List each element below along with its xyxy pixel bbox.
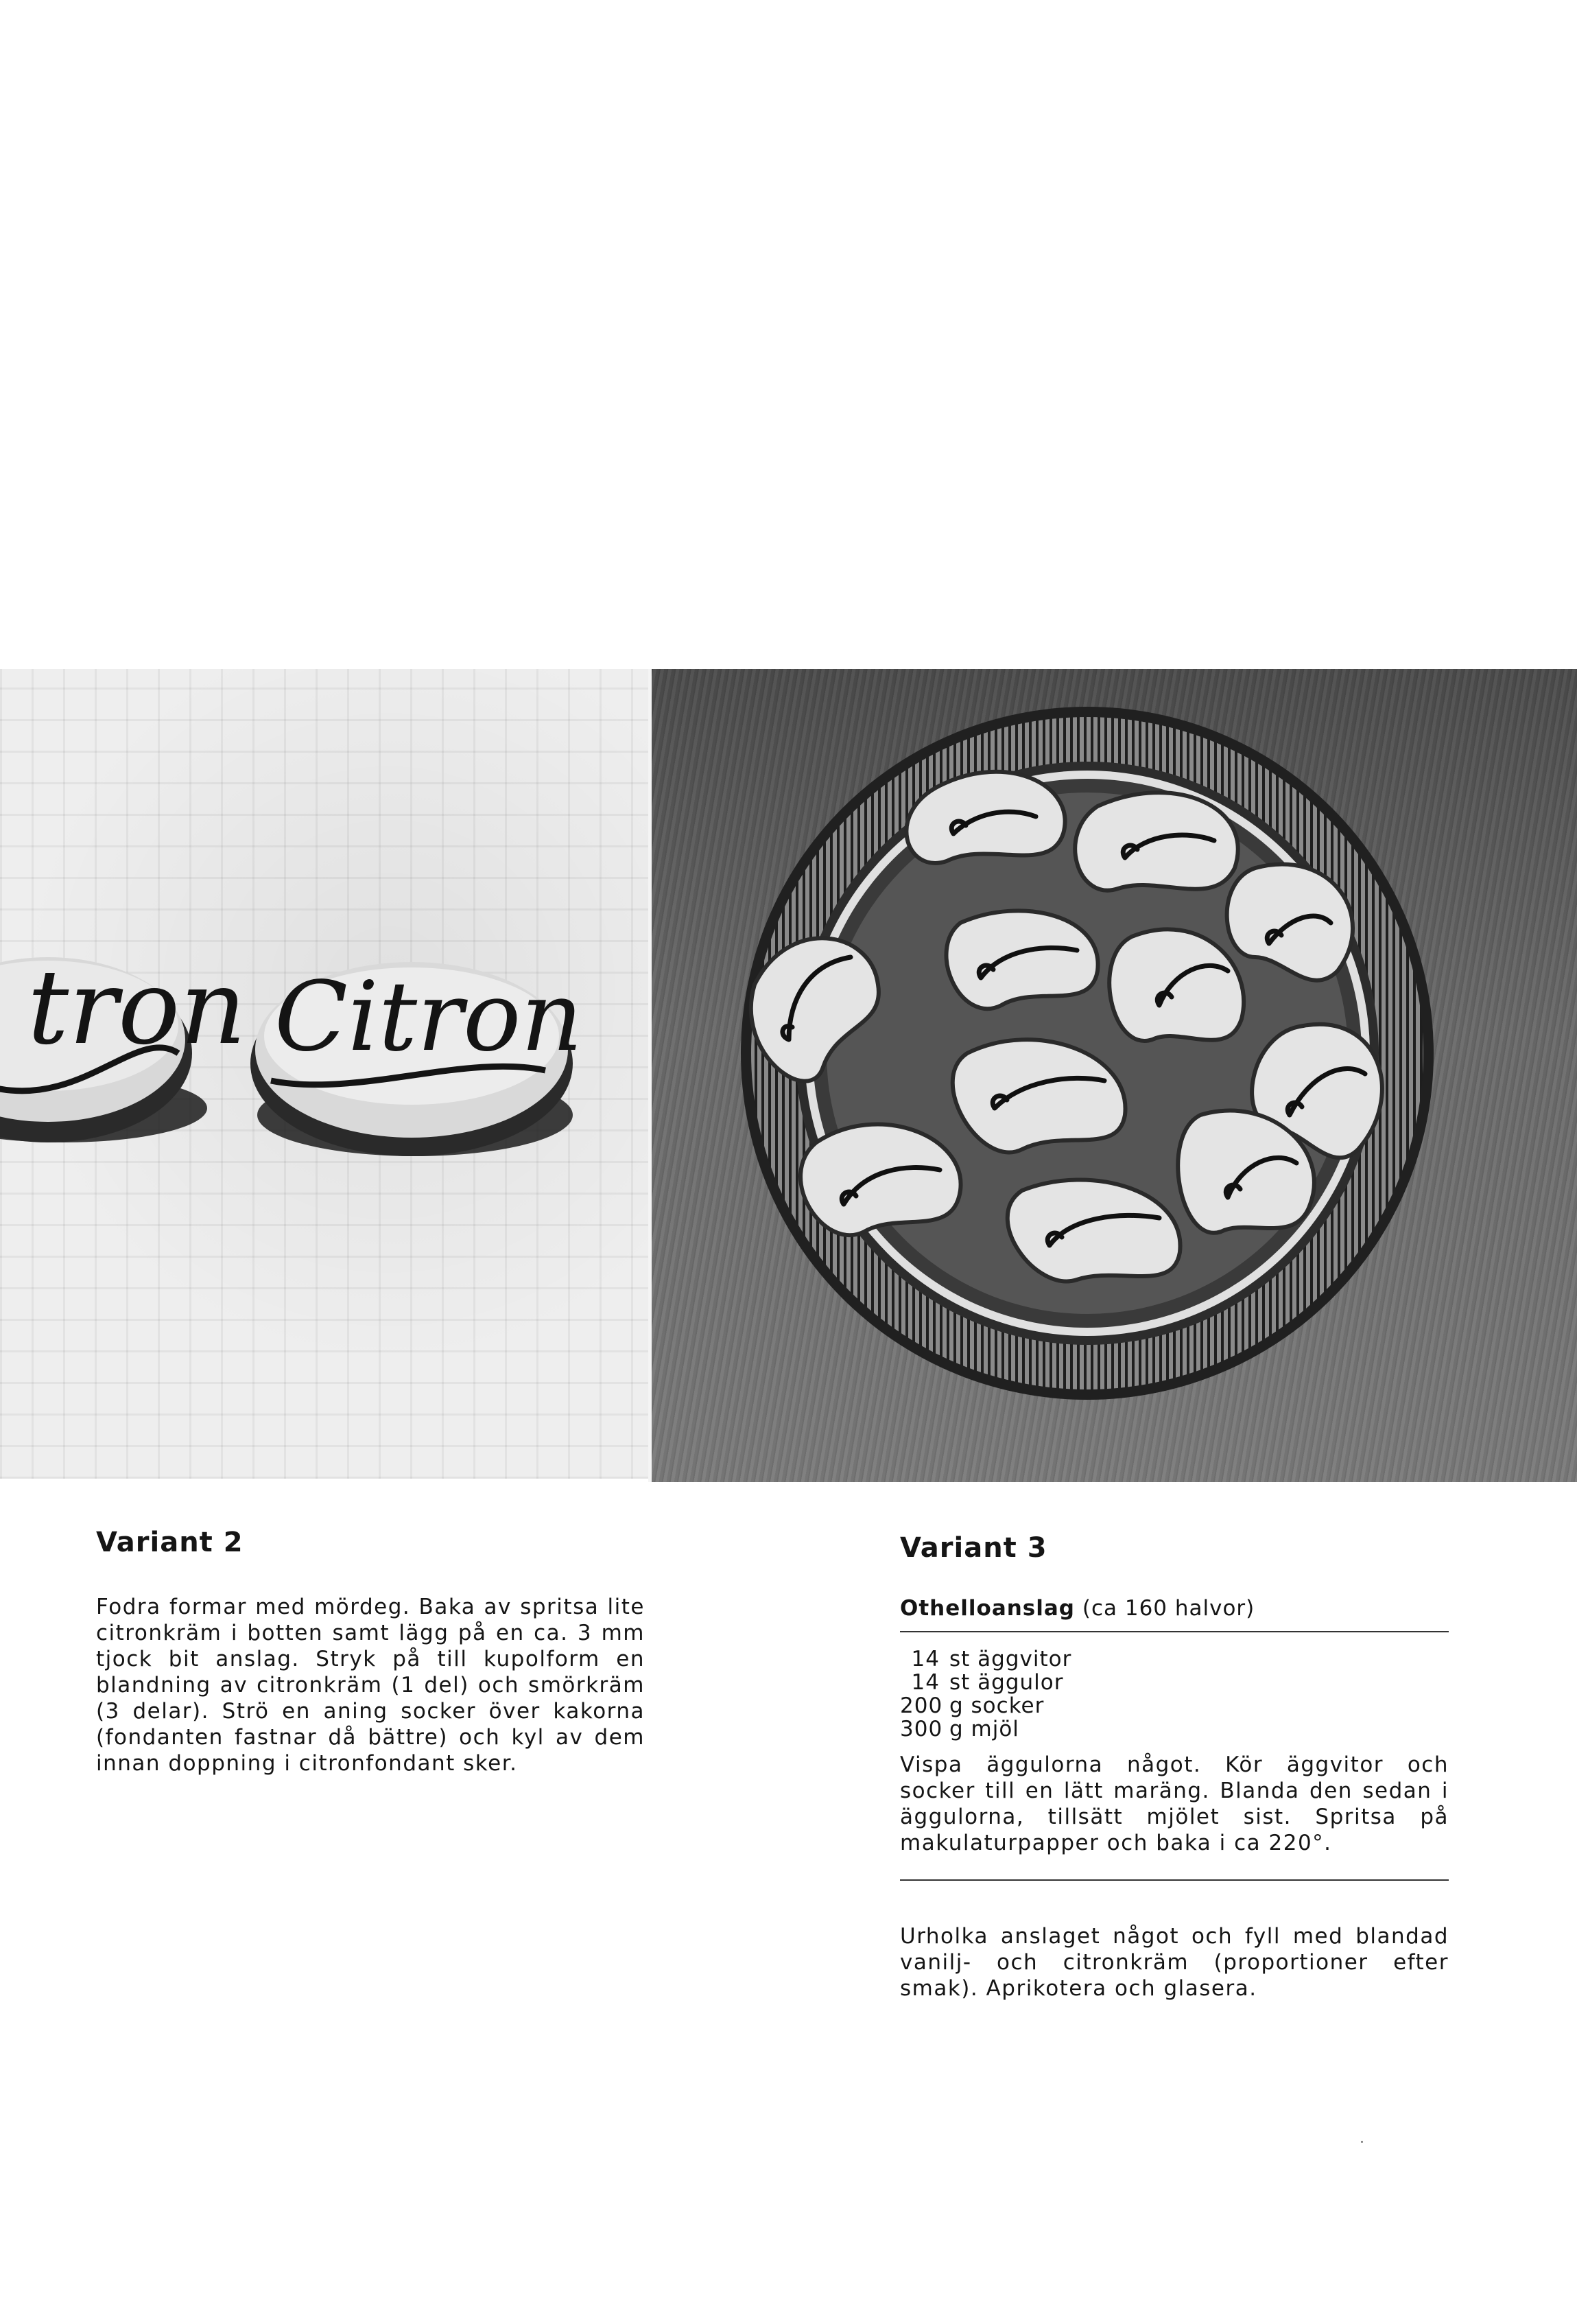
ingredient-row — [900, 1647, 1449, 1671]
rule-bottom — [900, 1879, 1449, 1881]
final-paragraph: Urholka anslaget något och fyll med blandad vanilj- och citronkräm (proportioner efter smak). Aprikotera och glasera. — [900, 1924, 1449, 2001]
ingredient-qty: 14 — [911, 1647, 940, 1671]
recipe-yield: (ca 160 halvor) — [1075, 1596, 1255, 1621]
ingredient-item: st äggulor — [949, 1670, 1064, 1695]
citron-cakes-illustration — [0, 669, 648, 1479]
ingredient-list — [900, 1647, 1449, 1741]
ingredient-item: g socker — [949, 1693, 1045, 1718]
ingredient-row — [900, 1694, 1449, 1717]
variant-2-paragraph: Fodra formar med mördeg. Baka av spritsa lite citronkräm i botten samt lägg på en ca. 3 mm tjock bit anslag. Stryk på till kupolform en blandning av citronkräm (1 del) och smörkräm (3 delar). Strö en aning socker över kakorna (fondanten fastnar då bättre) och kyl av dem innan doppning i citronfondant sker. — [96, 1595, 645, 1776]
ingredient-row — [900, 1671, 1449, 1694]
photo-citron-cakes — [0, 669, 648, 1479]
page-speck — [1361, 2141, 1363, 2143]
rule-top — [900, 1631, 1449, 1632]
recipe-subheading — [900, 1595, 1449, 1621]
recipe-name: Othelloanslag — [900, 1596, 1075, 1621]
ingredient-qty: 300 — [900, 1717, 943, 1741]
othello-plate-illustration — [652, 669, 1577, 1482]
ingredient-qty: 14 — [911, 1670, 940, 1695]
ingredient-item: g mjöl — [949, 1717, 1019, 1741]
method-paragraph: Vispa äggulorna något. Kör äggvitor och socker till en lätt maräng. Blanda den sedan i äggulorna, tillsätt mjölet sist. Spritsa på makulaturpapper och baka i ca 220°. — [900, 1752, 1449, 1855]
cake-script-partial: tron — [27, 948, 246, 1068]
ingredient-item: st äggvitor — [949, 1647, 1072, 1671]
variant-3-heading: Variant 3 — [900, 1532, 1047, 1564]
variant-2-heading: Variant 2 — [96, 1527, 244, 1558]
variant-3-column — [900, 1595, 1449, 2002]
photo-othello-plate — [652, 669, 1577, 1482]
cake-script: Citron — [274, 961, 583, 1073]
ingredient-qty: 200 — [900, 1693, 943, 1718]
ingredient-row — [900, 1717, 1449, 1741]
